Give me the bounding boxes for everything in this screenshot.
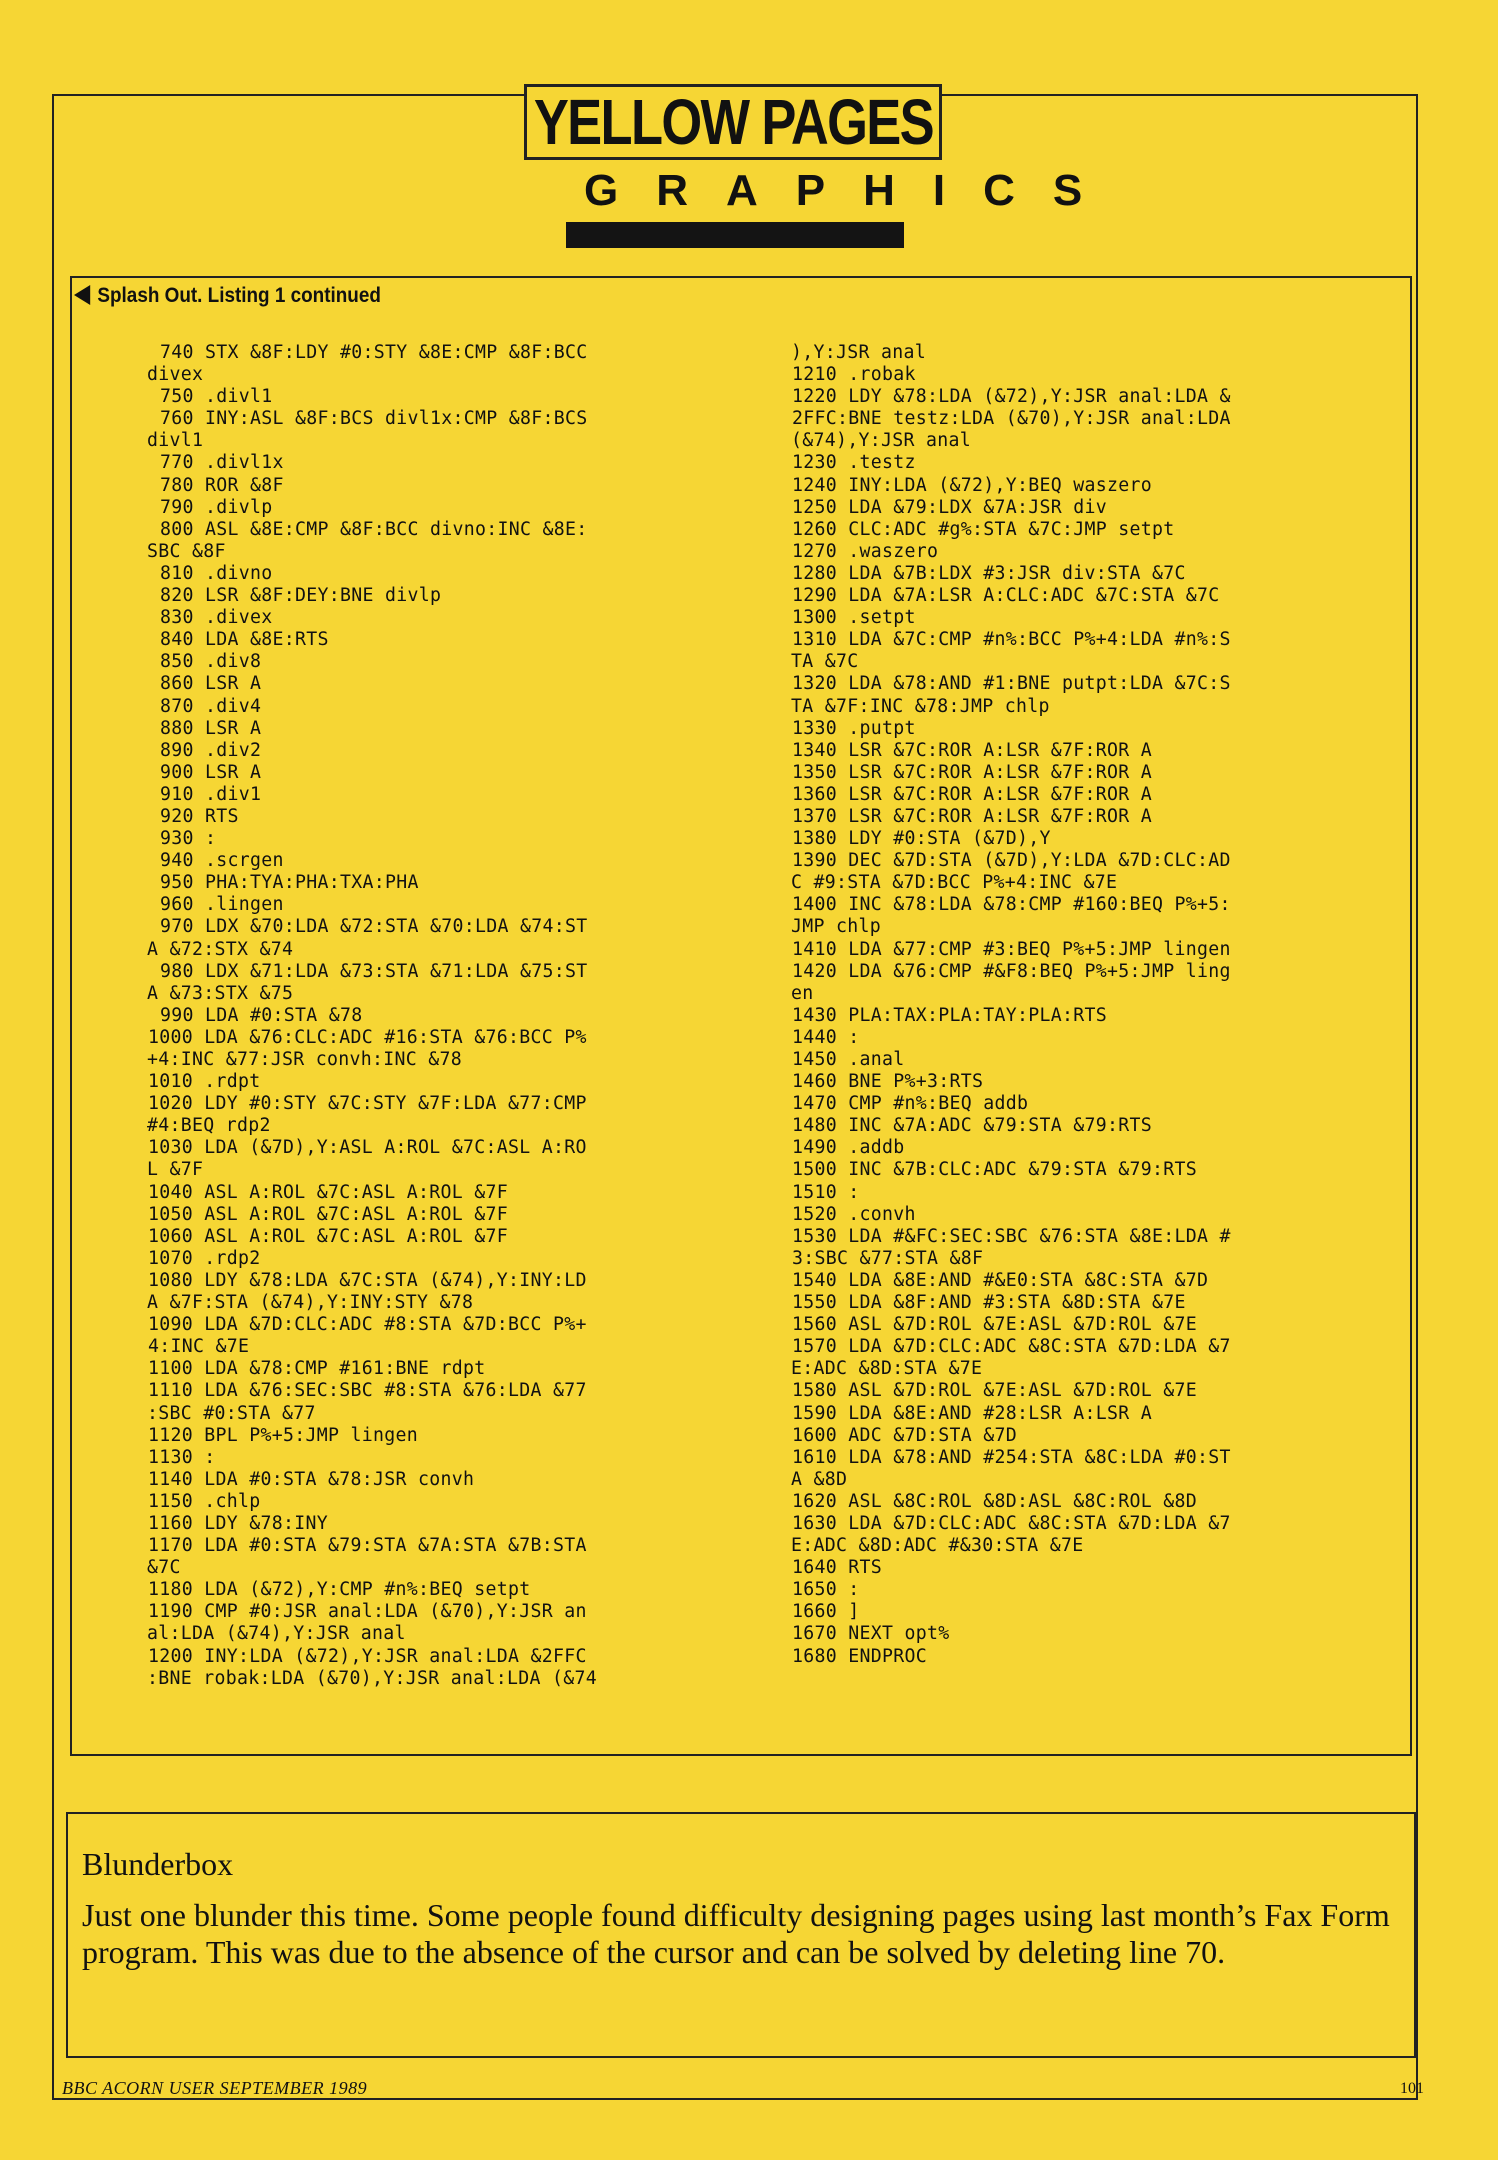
code-line: 780 ROR &8F (160, 474, 284, 496)
code-line: 760 INY:ASL &8F:BCS divl1x:CMP &8F:BCS (160, 408, 588, 430)
code-line: 1490 .addb (792, 1137, 905, 1159)
footer-publication: BBC ACORN USER SEPTEMBER 1989 (62, 2078, 368, 2098)
code-line: E:ADC &8D:STA &7E (791, 1358, 983, 1380)
code-line: 1320 LDA &78:AND #1:BNE putpt:LDA &7C:S (792, 673, 1231, 695)
code-line: 1640 RTS (792, 1557, 882, 1579)
code-line: 1170 LDA #0:STA &79:STA &7A:STA &7B:STA (148, 1535, 587, 1557)
code-line: 1150 .chlp (148, 1490, 261, 1512)
code-line: 1380 LDY #0:STA (&7D),Y (792, 828, 1051, 850)
code-line: E:ADC &8D:ADC #&30:STA &7E (791, 1535, 1084, 1557)
code-line: 1500 INC &7B:CLC:ADC &79:STA &79:RTS (792, 1159, 1197, 1181)
code-line: 820 LSR &8F:DEY:BNE divlp (160, 585, 442, 607)
code-line: 1260 CLC:ADC #g%:STA &7C:JMP setpt (792, 518, 1175, 540)
code-line: 1070 .rdp2 (148, 1247, 261, 1269)
code-line: 1160 LDY &78:INY (148, 1512, 328, 1534)
code-line: &7C (147, 1557, 181, 1579)
code-line: (&74),Y:JSR anal (791, 430, 971, 452)
masthead-title: YELLOW PAGES (533, 86, 933, 158)
arrow-left-icon (74, 285, 90, 305)
code-line: A &7F:STA (&74),Y:INY:STY &78 (147, 1292, 474, 1314)
listing-heading (74, 284, 381, 308)
code-line: 1450 .anal (792, 1049, 905, 1070)
code-line: 740 STX &8F:LDY #0:STY &8E:CMP &8F:BCC (160, 342, 588, 363)
code-line: SBC &8F (147, 540, 226, 562)
code-line: 940 .scrgen (160, 850, 284, 872)
code-line: 970 LDX &70:LDA &72:STA &70:LDA &74:ST (160, 916, 588, 938)
code-line: 1580 ASL &7D:ROL &7E:ASL &7D:ROL &7E (792, 1380, 1197, 1402)
code-line: 1190 CMP #0:JSR anal:LDA (&70),Y:JSR an (148, 1601, 587, 1623)
code-line: 1550 LDA &8F:AND #3:STA &8D:STA &7E (792, 1292, 1186, 1314)
listing-heading-text: Splash Out. Listing 1 continued (97, 284, 381, 307)
code-line: 1220 LDY &78:LDA (&72),Y:JSR anal:LDA & (792, 386, 1231, 408)
blunderbox-body: Just one blunder this time. Some people found difficulty designing pages using last month’s Fax Form program. This was due to the absence of the cursor and can be solved by deleting line 70. (82, 1897, 1390, 1970)
code-line: 1520 .convh (792, 1203, 916, 1225)
code-line: 3:SBC &77:STA &8F (792, 1247, 984, 1269)
code-line: TA &7C (791, 651, 859, 673)
code-line: 840 LDA &8E:RTS (160, 629, 329, 651)
code-line: 750 .divl1 (160, 386, 273, 408)
code-line: 1280 LDA &7B:LDX #3:JSR div:STA &7C (792, 562, 1186, 584)
code-line: 1390 DEC &7D:STA (&7D),Y:LDA &7D:CLC:AD (792, 850, 1231, 872)
code-line: 1660 ] (792, 1601, 860, 1623)
code-line: 1570 LDA &7D:CLC:ADC &8C:STA &7D:LDA &7 (792, 1336, 1231, 1358)
code-line: 1270 .waszero (792, 540, 939, 562)
code-line: +4:INC &77:JSR convh:INC &78 (147, 1049, 462, 1070)
code-line: 1630 LDA &7D:CLC:ADC &8C:STA &7D:LDA &7 (792, 1512, 1231, 1534)
code-line: 910 .div1 (160, 783, 262, 805)
code-line: 880 LSR A (160, 717, 262, 739)
code-line: 1600 ADC &7D:STA &7D (792, 1424, 1017, 1446)
code-line: 1330 .putpt (792, 717, 916, 739)
code-line: 1030 LDA (&7D),Y:ASL A:ROL &7C:ASL A:RO (148, 1137, 587, 1159)
code-line: 850 .div8 (160, 651, 262, 673)
code-line: 1310 LDA &7C:CMP #n%:BCC P%+4:LDA #n%:S (792, 629, 1231, 651)
code-line: 1110 LDA &76:SEC:SBC #8:STA &76:LDA &77 (148, 1380, 587, 1402)
code-line: 950 PHA:TYA:PHA:TXA:PHA (160, 872, 419, 894)
code-line: 1120 BPL P%+5:JMP lingen (148, 1424, 418, 1446)
code-column-left (148, 342, 598, 1690)
section-bar (566, 222, 904, 248)
code-line: 890 .div2 (160, 739, 262, 761)
code-line: 1440 : (792, 1026, 860, 1048)
code-line: 1620 ASL &8C:ROL &8D:ASL &8C:ROL &8D (792, 1490, 1197, 1512)
code-line: 790 .divlp (160, 496, 273, 518)
code-line: ),Y:JSR anal (791, 342, 926, 363)
code-line: 1290 LDA &7A:LSR A:CLC:ADC &7C:STA &7C (792, 585, 1220, 607)
code-line: 980 LDX &71:LDA &73:STA &71:LDA &75:ST (160, 960, 588, 982)
code-line: 1230 .testz (792, 452, 916, 474)
code-line: al:LDA (&74),Y:JSR anal (147, 1623, 406, 1645)
code-line: 1180 LDA (&72),Y:CMP #n%:BEQ setpt (148, 1579, 531, 1601)
code-line: 1510 : (792, 1181, 860, 1203)
code-line: C #9:STA &7D:BCC P%+4:INC &7E (791, 872, 1118, 894)
code-line: :BNE robak:LDA (&70),Y:JSR anal:LDA (&74 (147, 1667, 597, 1689)
code-line: en (791, 982, 814, 1004)
code-line: 1010 .rdpt (148, 1071, 261, 1093)
code-line: 1350 LSR &7C:ROR A:LSR &7F:ROR A (792, 761, 1152, 783)
code-line: 1650 : (792, 1579, 860, 1601)
code-line: divex (147, 364, 204, 386)
code-line: A &72:STX &74 (147, 938, 294, 960)
blunderbox-title: Blunderbox (82, 1846, 234, 1882)
code-line: 900 LSR A (160, 761, 262, 783)
code-line: 1300 .setpt (792, 607, 916, 629)
code-line: 1680 ENDPROC (792, 1645, 927, 1667)
code-line: 4:INC &7E (148, 1336, 250, 1358)
code-line: TA &7F:INC &78:JMP chlp (791, 695, 1050, 717)
code-line: 1100 LDA &78:CMP #161:BNE rdpt (148, 1358, 486, 1380)
code-line: 1460 BNE P%+3:RTS (792, 1071, 984, 1093)
code-line: A &8D (791, 1468, 848, 1490)
code-line: 1040 ASL A:ROL &7C:ASL A:ROL &7F (148, 1181, 508, 1203)
code-line: 810 .divno (160, 562, 273, 584)
code-line: 1610 LDA &78:AND #254:STA &8C:LDA #0:ST (792, 1446, 1231, 1468)
code-line: 1210 .robak (792, 364, 916, 386)
code-line: 1090 LDA &7D:CLC:ADC #8:STA &7D:BCC P%+ (148, 1314, 587, 1336)
code-line: 1400 INC &78:LDA &78:CMP #160:BEQ P%+5: (792, 894, 1231, 916)
code-line: :SBC #0:STA &77 (147, 1402, 316, 1424)
code-line: 920 RTS (160, 805, 239, 827)
code-line: divl1 (147, 430, 204, 452)
code-line: 1560 ASL &7D:ROL &7E:ASL &7D:ROL &7E (792, 1314, 1197, 1336)
section-title: GRAPHICS (584, 166, 1121, 215)
code-column-right (792, 342, 1231, 1668)
code-line: 1020 LDY #0:STY &7C:STY &7F:LDA &77:CMP (148, 1093, 587, 1115)
footer-page-number: 101 (1400, 2080, 1424, 2097)
code-line: 1590 LDA &8E:AND #28:LSR A:LSR A (792, 1402, 1152, 1424)
masthead-box (524, 84, 942, 160)
code-line: 1420 LDA &76:CMP #&F8:BEQ P%+5:JMP ling (792, 960, 1231, 982)
code-line: 930 : (160, 828, 217, 850)
code-line: 1340 LSR &7C:ROR A:LSR &7F:ROR A (792, 739, 1152, 761)
code-line: 770 .divl1x (160, 452, 284, 474)
code-line: 1060 ASL A:ROL &7C:ASL A:ROL &7F (148, 1225, 508, 1247)
code-line: 1470 CMP #n%:BEQ addb (792, 1093, 1029, 1115)
code-line: L &7F (147, 1159, 204, 1181)
code-line: 1540 LDA &8E:AND #&E0:STA &8C:STA &7D (792, 1269, 1209, 1291)
code-line: 990 LDA #0:STA &78 (160, 1004, 363, 1026)
code-line: JMP chlp (791, 916, 881, 938)
code-line: 1200 INY:LDA (&72),Y:JSR anal:LDA &2FFC (148, 1645, 587, 1667)
code-line: A &73:STX &75 (147, 982, 294, 1004)
code-line: 2FFC:BNE testz:LDA (&70),Y:JSR anal:LDA (792, 408, 1231, 430)
code-line: 800 ASL &8E:CMP &8F:BCC divno:INC &8E: (160, 518, 588, 540)
code-line: 1240 INY:LDA (&72),Y:BEQ waszero (792, 474, 1152, 496)
code-line: 1130 : (148, 1446, 216, 1468)
code-line: 1080 LDY &78:LDA &7C:STA (&74),Y:INY:LD (148, 1269, 587, 1291)
code-line: 1250 LDA &79:LDX &7A:JSR div (792, 496, 1107, 518)
code-line: 1000 LDA &76:CLC:ADC #16:STA &76:BCC P% (148, 1026, 587, 1048)
code-line: 1360 LSR &7C:ROR A:LSR &7F:ROR A (792, 783, 1152, 805)
code-line: 1430 PLA:TAX:PLA:TAY:PLA:RTS (792, 1004, 1107, 1026)
code-line: 1530 LDA #&FC:SEC:SBC &76:STA &8E:LDA # (792, 1225, 1231, 1247)
code-line: #4:BEQ rdp2 (147, 1115, 271, 1137)
code-line: 1370 LSR &7C:ROR A:LSR &7F:ROR A (792, 805, 1152, 827)
code-line: 1050 ASL A:ROL &7C:ASL A:ROL &7F (148, 1203, 508, 1225)
code-line: 960 .lingen (160, 894, 284, 916)
code-line: 870 .div4 (160, 695, 262, 717)
code-line: 1670 NEXT opt% (792, 1623, 950, 1645)
code-line: 1410 LDA &77:CMP #3:BEQ P%+5:JMP lingen (792, 938, 1231, 960)
code-line: 830 .divex (160, 607, 273, 629)
code-line: 1140 LDA #0:STA &78:JSR convh (148, 1468, 475, 1490)
code-line: 860 LSR A (160, 673, 262, 695)
code-line: 1480 INC &7A:ADC &79:STA &79:RTS (792, 1115, 1152, 1137)
